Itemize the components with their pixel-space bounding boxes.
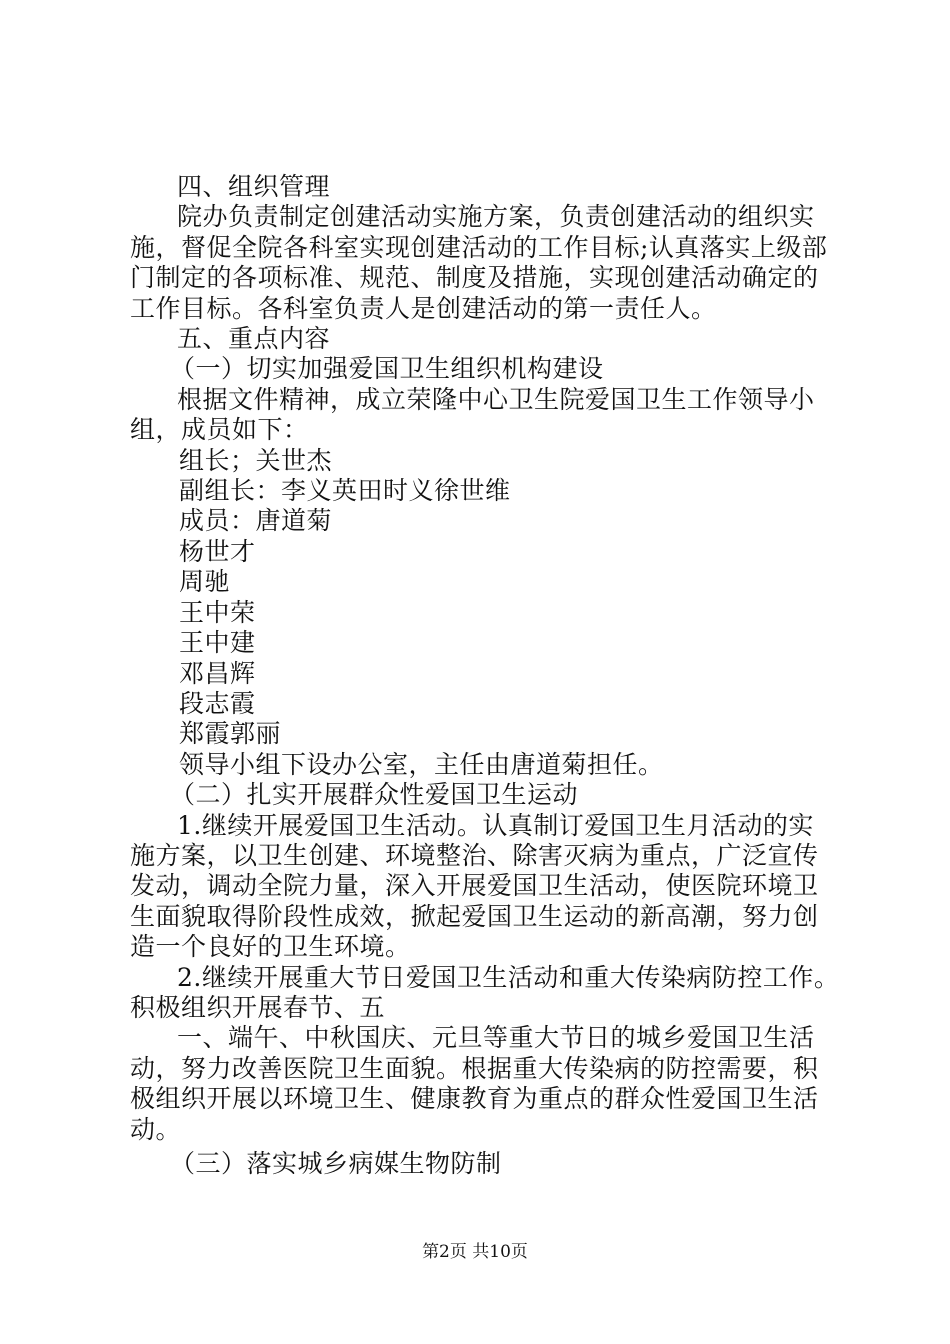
paragraph-line: 院办负责制定创建活动实施方案，负责创建活动的组织实 [177,202,815,232]
paragraph-line: 施方案，以卫生创建、环境整治、除害灭病为重点，广泛宣传 [130,840,819,870]
member-line: 段志霞 [179,688,256,718]
page-number-footer: 第2页 共10页 [422,1242,528,1262]
member-line: 组长；关世杰 [179,445,333,475]
paragraph-line: 造一个良好的卫生环境。 [130,932,411,962]
paragraph-line: 动。 [130,1114,182,1144]
member-line: 杨世才 [179,536,256,566]
subsection-heading-3: （三）落实城乡病媒生物防制 [170,1149,502,1178]
member-line: 邓昌辉 [179,658,256,688]
section-heading-organization: 四、组织管理 [177,172,331,201]
member-line: 王中荣 [179,597,256,627]
document-body [130,172,840,1179]
member-line: 成员：唐道菊 [179,506,333,536]
paragraph-line: 积极组织开展春节、五 [130,992,386,1022]
paragraph-line: 生面貌取得阶段性成效，掀起爱国卫生运动的新高潮，努力创 [130,901,819,931]
member-line: 王中建 [179,628,256,658]
subsection-heading-2: （二）扎实开展群众性爱国卫生运动 [170,780,579,810]
subsection-heading-1: （一）切实加强爱国卫生组织机构建设 [170,354,604,384]
paragraph-line: 门制定的各项标准、规范、制度及措施，实现创建活动确定的 [130,263,819,293]
member-line: 副组长：李义英田时义徐世维 [179,476,511,506]
member-line: 周驰 [179,567,231,597]
paragraph-line: 动，努力改善医院卫生面貌。根据重大传染病的防控需要，积 [130,1053,819,1083]
member-line: 郑霞郭丽 [179,719,282,749]
paragraph-line: 施，督促全院各科室实现创建活动的工作目标;认真落实上级部 [130,232,828,262]
paragraph-line: 1.继续开展爱国卫生活动。认真制订爱国卫生月活动的实 [177,810,814,840]
paragraph-line: 领导小组下设办公室，主任由唐道菊担任。 [179,749,664,779]
paragraph-line: 工作目标。各科室负责人是创建活动的第一责任人。 [130,293,717,323]
paragraph-line: 2.继续开展重大节日爱国卫生活动和重大传染病防控工作。 [177,962,840,992]
paragraph-line: 组，成员如下： [130,415,309,445]
paragraph-line: 极组织开展以环境卫生、健康教育为重点的群众性爱国卫生活 [130,1084,819,1114]
paragraph-line: 根据文件精神，成立荣隆中心卫生院爱国卫生工作领导小 [177,384,815,414]
section-heading-key-content: 五、重点内容 [177,324,331,354]
paragraph-line: 一、端午、中秋国庆、元旦等重大节日的城乡爱国卫生活 [177,1023,815,1053]
paragraph-line: 发动，调动全院力量，深入开展爱国卫生活动，使医院环境卫 [130,871,819,901]
